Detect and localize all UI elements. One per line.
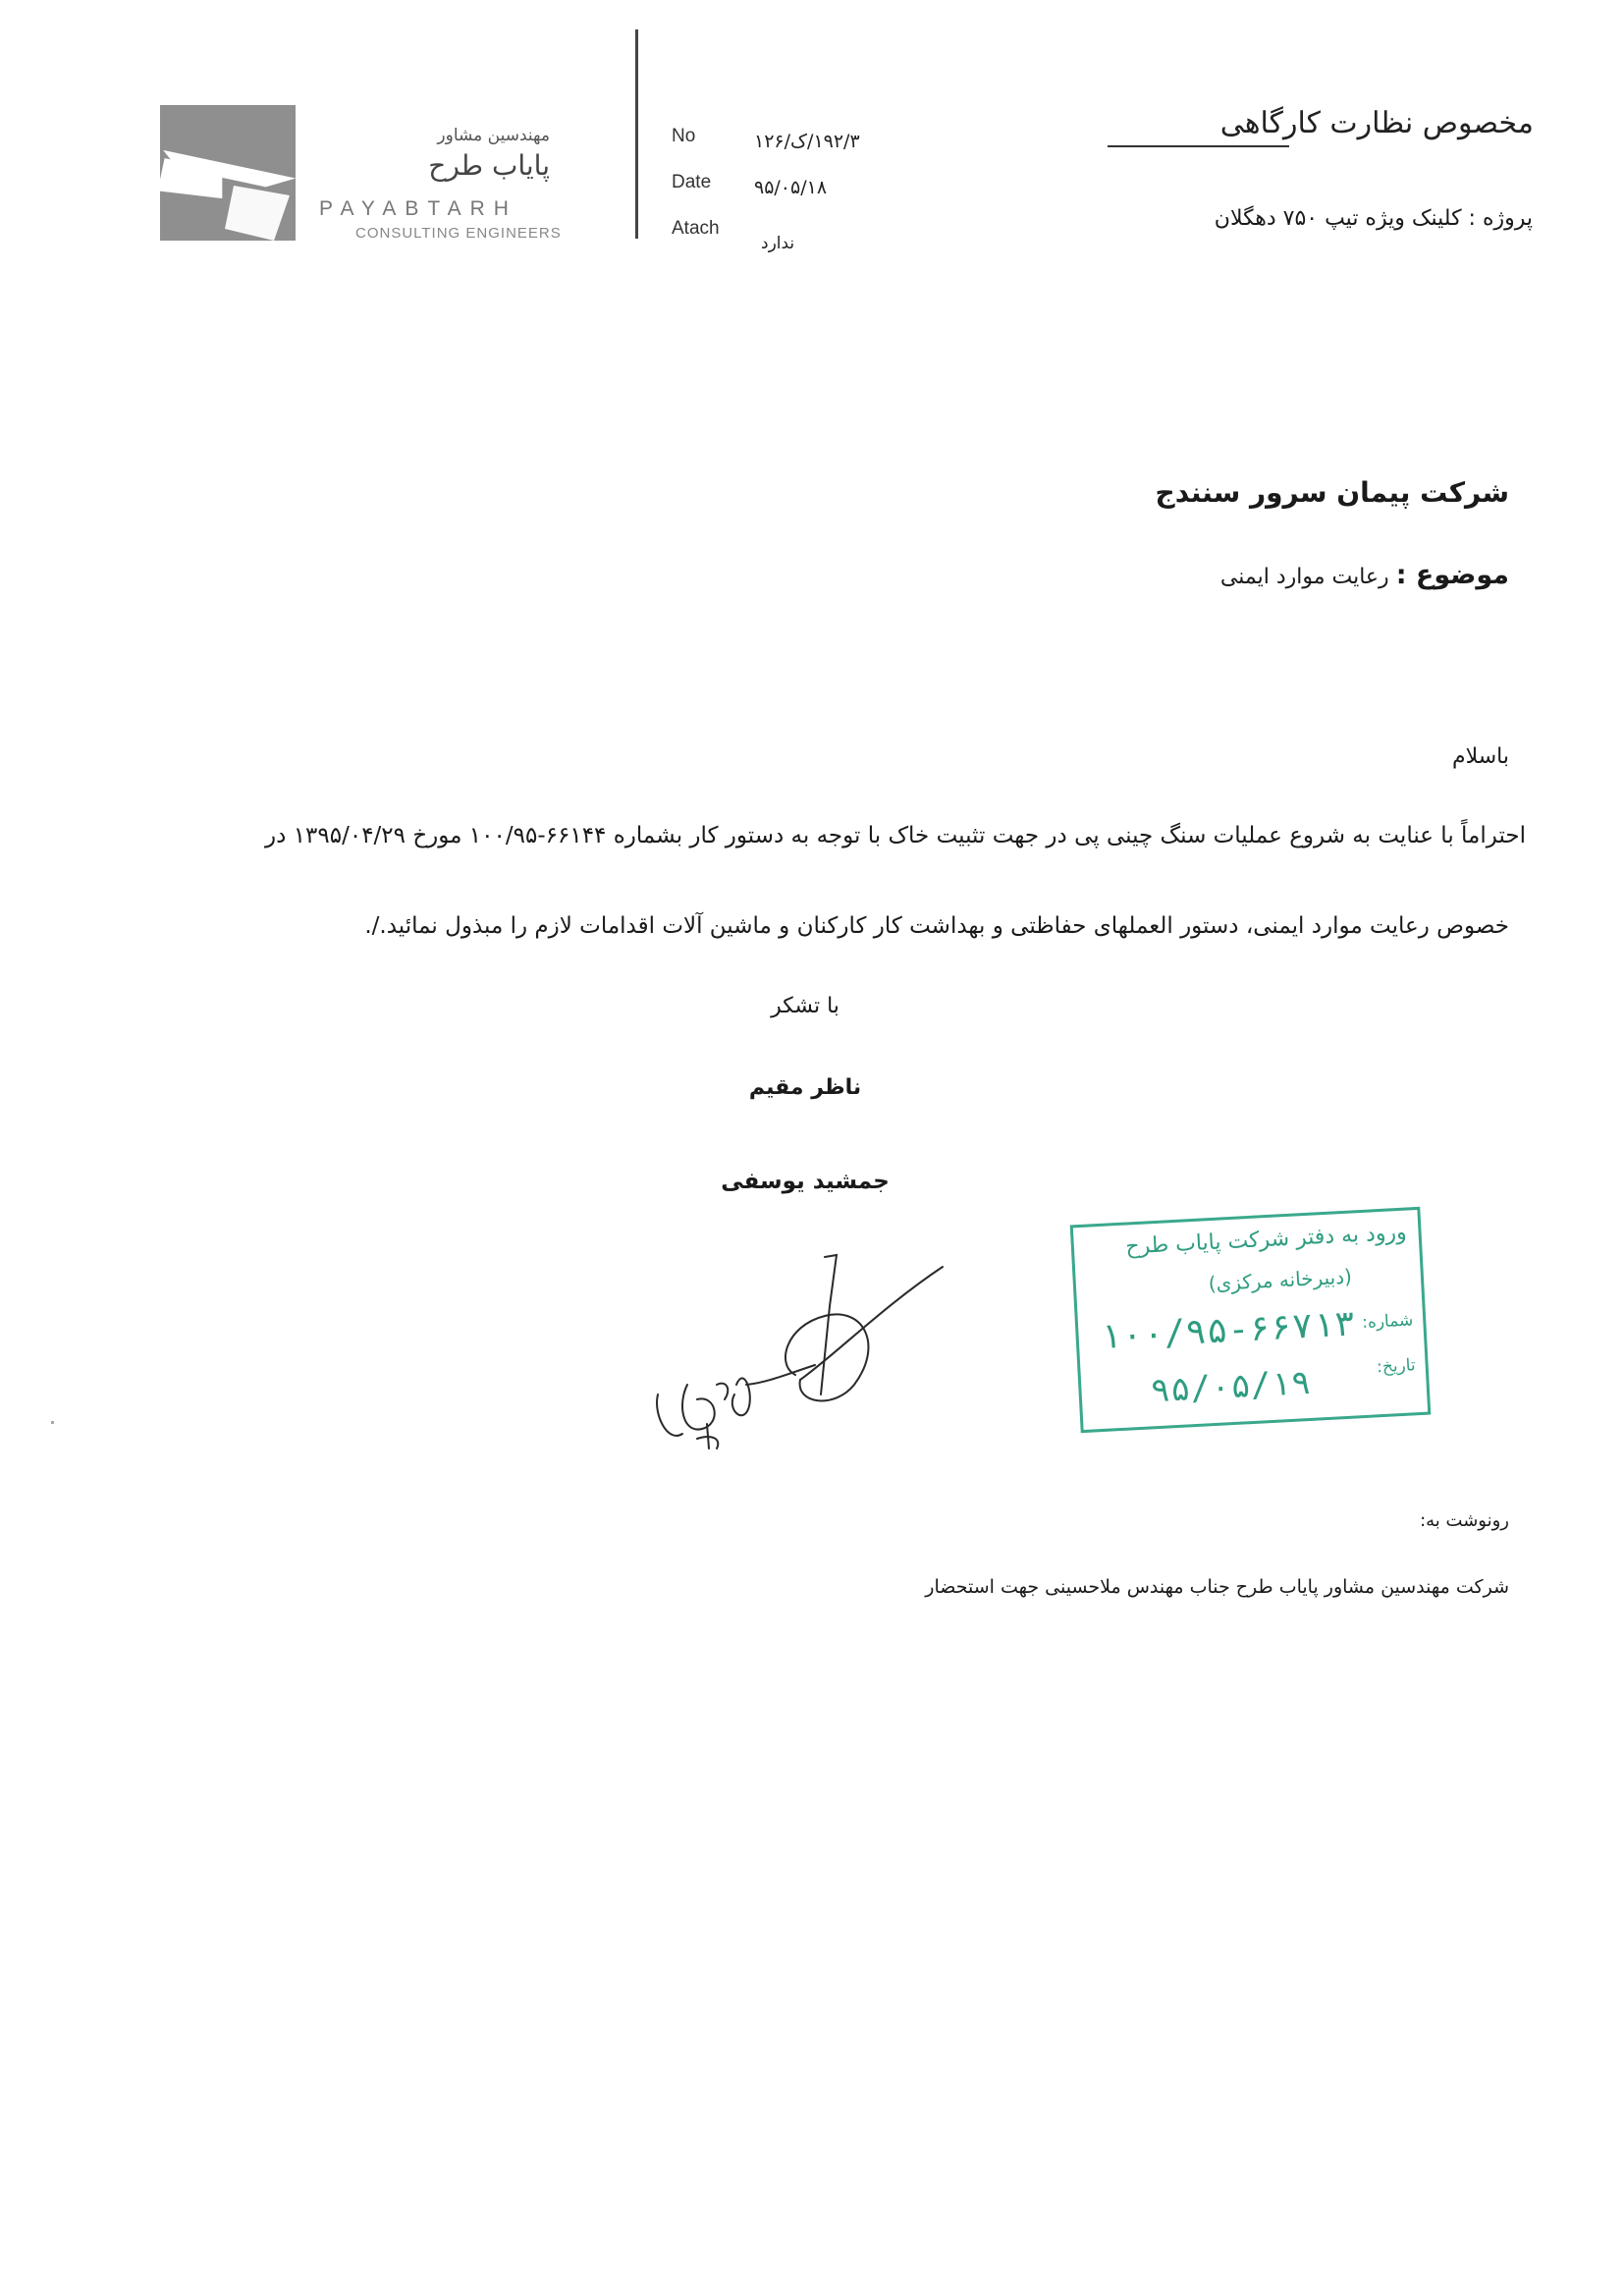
stamp-number-value: ۱۰۰/۹۵-۶۶۷۱۳	[1099, 1303, 1357, 1357]
ref-date-label: Date	[672, 172, 712, 192]
handwritten-title: مخصوص نظارت کارگاهی	[1219, 106, 1534, 140]
stamp-date-label: تاریخ:	[1376, 1355, 1417, 1378]
subject-row	[1220, 560, 1509, 590]
signature-icon	[628, 1237, 962, 1463]
cc-text: شرکت مهندسین مشاور پایاب طرح جناب مهندس ملاحسینی جهت استحضار	[925, 1576, 1509, 1598]
ref-no-value: ۱۹۲/۳/ک/۱۲۶	[754, 131, 860, 152]
recipient: شرکت پیمان سرور سنندج	[1155, 476, 1509, 509]
subject-label: موضوع :	[1395, 560, 1509, 590]
stamp-date-value: ۹۵/۰۵/۱۹	[1149, 1362, 1313, 1411]
closing-name: جمشید یوسفی	[721, 1169, 890, 1194]
logo-persian-name: پایاب طرح	[428, 149, 550, 182]
header-divider	[635, 29, 638, 239]
logo-mark	[160, 105, 296, 241]
closing-thanks: با تشکر	[771, 994, 839, 1018]
ref-attach-value: ندارد	[761, 234, 795, 253]
ref-no-label: No	[672, 126, 696, 146]
greeting: باسلام	[1451, 744, 1509, 769]
cc-label: رونوشت به:	[1420, 1510, 1509, 1531]
scan-mark	[51, 1421, 54, 1424]
ref-date-value: ۹۵/۰۵/۱۸	[754, 177, 828, 198]
project-line: پروژه : کلینک ویژه تیپ ۷۵۰ دهگلان	[1214, 206, 1533, 231]
subject-text: رعایت موارد ایمنی	[1219, 565, 1389, 589]
title-underline	[1108, 145, 1289, 147]
entry-stamp	[1070, 1207, 1432, 1433]
stamp-line-1: ورود به دفتر شرکت پایاب طرح	[1124, 1220, 1408, 1260]
logo-english-name: PAYABTARH	[319, 197, 517, 220]
logo-english-subtitle: CONSULTING ENGINEERS	[355, 225, 562, 242]
stamp-number-label: شماره:	[1361, 1310, 1414, 1334]
body-paragraph-2: خصوص رعایت موارد ایمنی، دستور العملهای حفاظتی و بهداشت کار کارکنان و ماشین آلات اقدامات لازم را مبذول نمائید./.	[364, 913, 1509, 939]
logo-persian-subtitle: مهندسین مشاور	[437, 126, 550, 145]
logo-shape-icon	[160, 105, 296, 241]
stamp-line-2: (دبیرخانه مرکزی)	[1208, 1264, 1353, 1296]
ref-attach-label: Atach	[672, 218, 720, 239]
closing-role: ناظر مقیم	[748, 1075, 862, 1100]
body-paragraph-1: احتراماً با عنایت به شروع عملیات سنگ چینی پی در جهت تثبیت خاک با توجه به دستور کار بشماره ۶۶۱۴۴-۱۰۰/۹۵ مورخ ۱۳۹۵/۰۴/۲۹ در	[265, 823, 1526, 848]
